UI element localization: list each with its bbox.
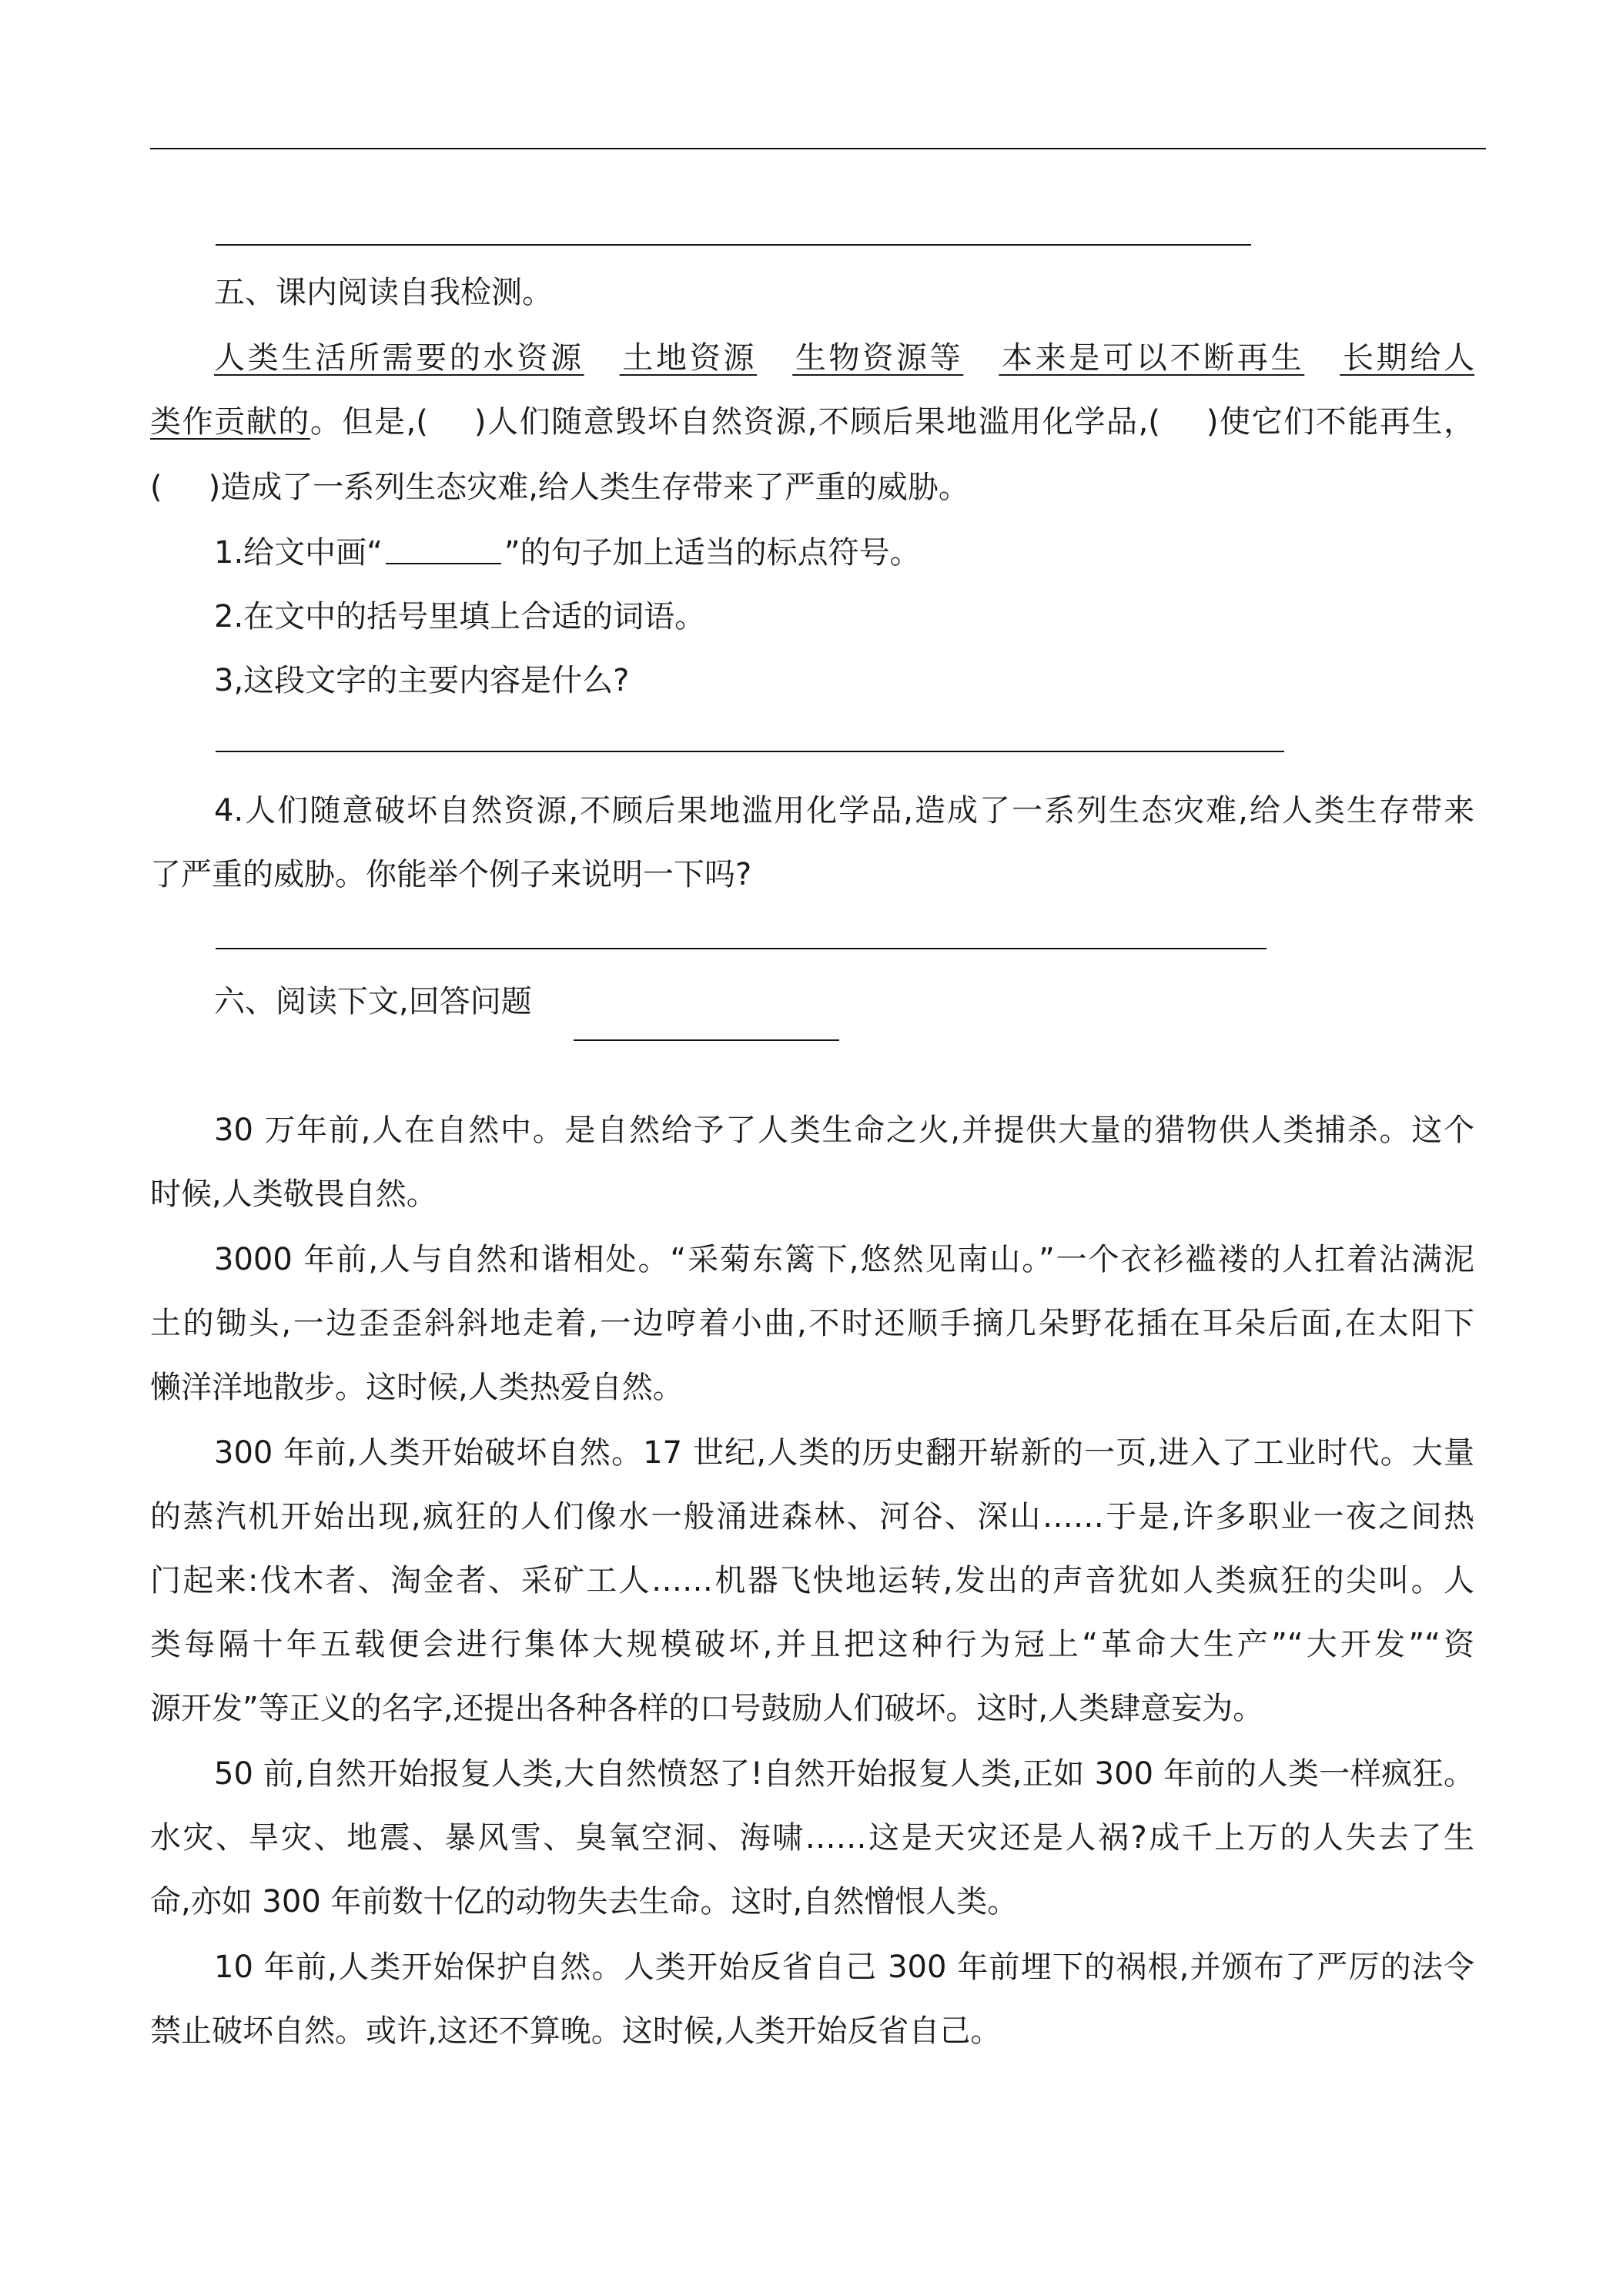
underlined-sentence: 类作贡献的 [150, 404, 310, 440]
paragraph-line: 门起来:伐木者、淘金者、采矿工人……机器飞快地运转,发出的声音犹如人类疯狂的尖叫。人 [150, 1563, 1474, 1598]
question-1 [214, 531, 1474, 574]
answer-line [216, 948, 1267, 949]
passage-text: )造成了一系列生态灾难,给人类生存带来了严重的威胁。 [208, 470, 969, 505]
answer-line [216, 244, 1251, 246]
question-2: 2.在文中的括号里填上合适的词语。 [214, 599, 706, 634]
paragraph-line: 300 年前,人类开始破坏自然。17 世纪,人类的历史翻开崭新的一页,进入了工业时代。大量 [214, 1435, 1474, 1471]
paragraph-line: 土的锄头,一边歪歪斜斜地走着,一边哼着小曲,不时还顺手摘几朵野花插在耳朵后面,在太阳下 [150, 1306, 1474, 1341]
paragraph-line: 50 前,自然开始报复人类,大自然愤怒了!自然开始报复人类,正如 300 年前的人类一样疯狂。 [214, 1756, 1474, 1792]
passage-line [150, 400, 1474, 443]
paragraph-line: 禁止破坏自然。或许,这还不算晚。这时候,人类开始反省自己。 [150, 2013, 1002, 2049]
answer-line [150, 148, 1486, 149]
section-title: 六、阅读下文,回答问题 [214, 984, 532, 1019]
underlined-sentence: 人类生活所需要的水资源 [214, 340, 584, 376]
underlined-sentence: 本来是可以不断再生 [999, 340, 1305, 376]
section-title: 五、课内阅读自我检测。 [214, 275, 553, 310]
paragraph-line: 懒洋洋地散步。这时候,人类热爱自然。 [150, 1370, 684, 1405]
question-text: ”的句子加上适当的标点符号。 [504, 535, 921, 571]
paragraph-line: 10 年前,人类开始保护自然。人类开始反省自己 300 年前埋下的祸根,并颁布了严厉的法令 [214, 1950, 1474, 1985]
paragraph-line: 时候,人类敬畏自然。 [150, 1176, 437, 1212]
paragraph-line: 源开发”等正义的名字,还提出各种各样的口号鼓励人们破坏。这时,人类肆意妄为。 [150, 1691, 1264, 1726]
answer-line [216, 751, 1284, 752]
paragraph-line: 30 万年前,人在自然中。是自然给予了人类生命之火,并提供大量的猎物供人类捕杀。这个 [214, 1113, 1474, 1148]
passage-text: ( [150, 470, 162, 505]
paragraph-line: 的蒸汽机开始出现,疯狂的人们像水一般涌进森林、河谷、深山……于是,许多职业一夜之间热 [150, 1499, 1474, 1535]
question-4: 4.人们随意破坏自然资源,不顾后果地滥用化学品,造成了一系列生态灾难,给人类生存带来 [214, 793, 1474, 828]
underlined-sentence: 长期给人 [1340, 340, 1475, 376]
question-4-cont: 了严重的威胁。你能举个例子来说明一下吗? [150, 857, 752, 892]
underlined-sentence: 土地资源 [619, 340, 758, 376]
paragraph-line: 命,亦如 300 年前数十亿的动物失去生命。这时,自然憎恨人类。 [150, 1884, 1019, 1919]
question-text: 1.给文中画“ [214, 535, 383, 571]
question-3: 3,这段文字的主要内容是什么? [214, 663, 630, 698]
passage-line [214, 336, 1474, 380]
passage-text: )人们随意毁坏自然资源,不顾后果地滥用化学品,( [474, 404, 1160, 440]
passage-text: 。但是,( [310, 404, 428, 440]
paragraph-line: 3000 年前,人与自然和谐相处。“采菊东篱下,悠然见南山。”一个衣衫褴褛的人扛着沾满泥 [214, 1242, 1474, 1277]
underlined-sentence: 生物资源等 [792, 340, 964, 376]
title-blank [574, 1039, 839, 1041]
paragraph-line: 水灾、旱灾、地震、暴风雪、臭氧空洞、海啸……这是天灾还是人祸?成千上万的人失去了生 [150, 1820, 1474, 1856]
passage-line [150, 466, 1474, 509]
paragraph-line: 类每隔十年五载便会进行集体大规模破坏,并且把这种行为冠上“革命大生产”“大开发”“资 [150, 1627, 1474, 1662]
passage-text: )使它们不能再生， [1206, 404, 1475, 440]
underline-sample [386, 540, 501, 564]
